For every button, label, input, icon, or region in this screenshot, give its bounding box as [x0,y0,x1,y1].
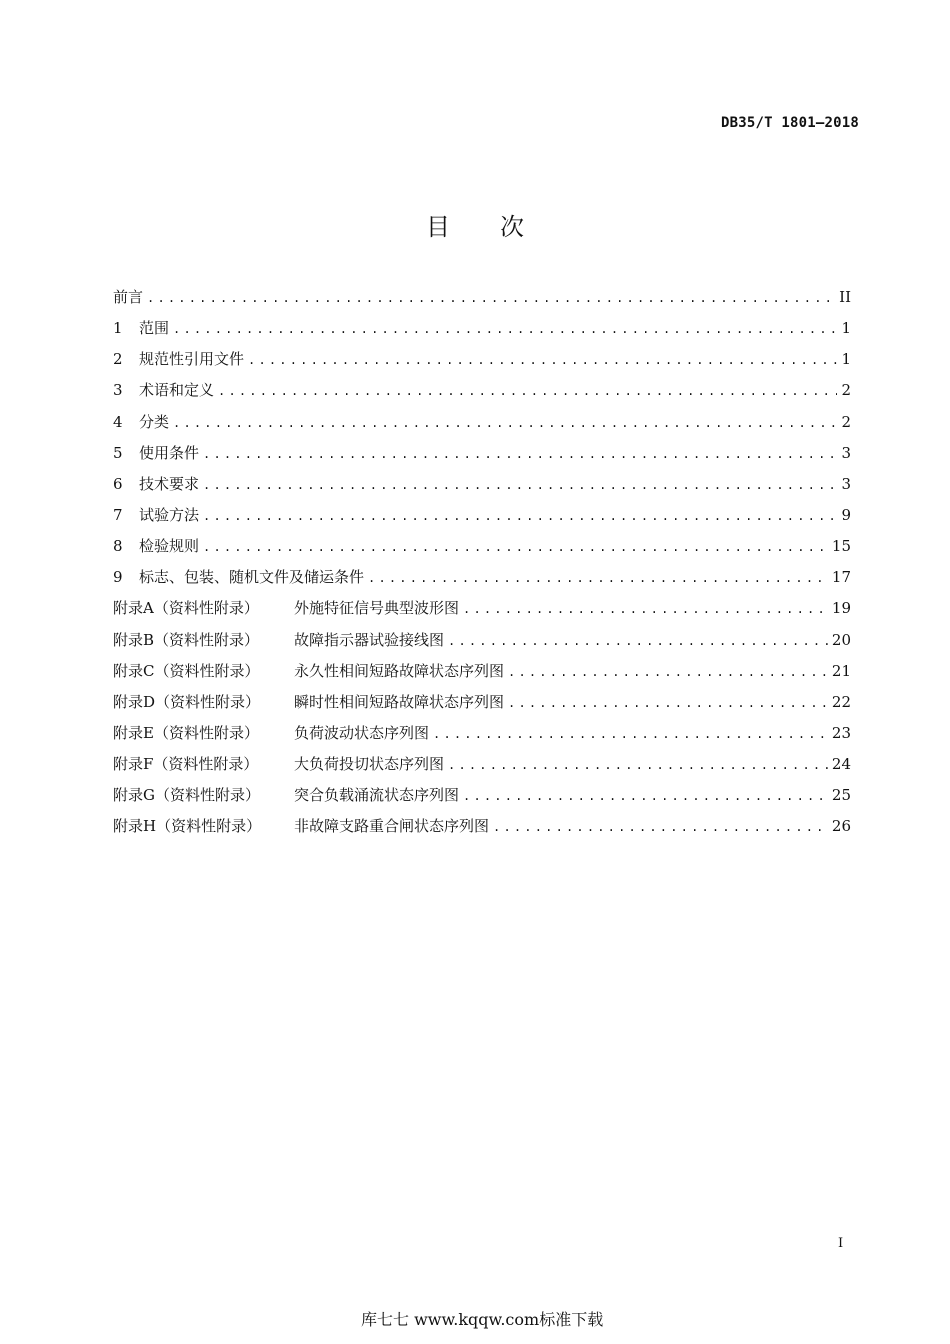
dot-leader [493,820,828,834]
toc-label: 前言 [113,288,144,306]
toc-label: 检验规则 [139,537,200,556]
toc-appendix-item[interactable] [113,784,851,815]
toc-page: 21 [831,661,851,680]
dot-leader [203,509,837,523]
toc-item[interactable] [113,411,851,442]
toc-item[interactable] [113,317,851,348]
toc-label: 术语和定义 [139,381,215,400]
toc-appendix-item[interactable] [113,815,851,846]
toc-item-foreword[interactable] [113,286,851,317]
toc-label: 外施特征信号典型波形图 [294,599,460,618]
appendix-prefix: 附录F（资料性附录） [113,755,259,774]
toc-label: 标志、包装、随机文件及储运条件 [139,568,365,587]
toc-label: 故障指示器试验接线图 [294,630,445,649]
dot-leader [463,602,828,616]
toc-label: 负荷波动状态序列图 [294,723,430,742]
toc-page: 3 [841,474,851,493]
footer-watermark: 库七七 www.kqqw.com标准下载 [361,1310,604,1329]
dot-leader [173,322,837,336]
toc-number: 9 [113,568,123,587]
dot-leader [463,789,828,803]
toc-label: 范围 [139,319,170,338]
toc-page: 15 [831,537,851,556]
toc-page: 24 [831,755,851,774]
toc-page: 19 [831,599,851,618]
appendix-prefix: 附录D（资料性附录） [113,692,261,711]
toc-page: 2 [841,381,851,400]
toc-page: 3 [841,443,851,462]
toc-appendix-item[interactable] [113,722,851,753]
toc-appendix-item[interactable] [113,691,851,722]
toc-label: 试验方法 [139,505,200,524]
dot-leader [368,571,828,585]
toc-page: 17 [831,568,851,587]
dot-leader [508,665,828,679]
toc-page: 20 [831,630,851,649]
dot-leader [448,634,828,648]
toc-page: 1 [841,319,851,338]
toc-page: 26 [831,817,851,836]
toc-page: 25 [831,786,851,805]
toc-number: 5 [113,443,123,462]
toc-number: 2 [113,350,123,369]
toc-appendix-item[interactable] [113,629,851,660]
page-title: 目次 [426,213,574,241]
toc-item[interactable] [113,473,851,504]
toc-page: II [839,288,851,306]
toc-page: 1 [841,350,851,369]
dot-leader [147,291,835,305]
dot-leader [508,696,828,710]
toc-page: 23 [831,723,851,742]
toc-label: 分类 [139,412,170,431]
toc-number: 8 [113,537,123,556]
appendix-prefix: 附录B（资料性附录） [113,630,260,649]
toc-label: 技术要求 [139,474,200,493]
dot-leader [203,540,828,554]
toc-appendix-item[interactable] [113,660,851,691]
toc-number: 6 [113,474,123,493]
toc-item[interactable] [113,566,851,597]
appendix-prefix: 附录H（资料性附录） [113,817,262,836]
appendix-prefix: 附录E（资料性附录） [113,723,259,742]
toc-label: 大负荷投切状态序列图 [294,755,445,774]
toc-label: 规范性引用文件 [139,350,245,369]
toc-number: 7 [113,505,123,524]
toc-appendix-item[interactable] [113,753,851,784]
appendix-prefix: 附录A（资料性附录） [113,599,259,618]
dot-leader [248,353,837,367]
appendix-prefix: 附录C（资料性附录） [113,661,260,680]
toc-label: 非故障支路重合闸状态序列图 [294,817,490,836]
toc-label: 永久性相间短路故障状态序列图 [294,661,505,680]
dot-leader [218,384,837,398]
toc-label: 使用条件 [139,443,200,462]
toc-item[interactable] [113,535,851,566]
toc-number: 1 [113,319,123,338]
dot-leader [433,727,828,741]
toc-page: 22 [831,692,851,711]
toc-number: 3 [113,381,123,400]
toc-appendix-item[interactable] [113,597,851,628]
toc-item[interactable] [113,504,851,535]
toc-page: 9 [841,505,851,524]
standard-code: DB35/T 1801—2018 [720,115,859,131]
dot-leader [203,478,837,492]
page-number: I [838,1236,844,1251]
toc-page: 2 [841,412,851,431]
toc-label: 瞬时性相间短路故障状态序列图 [294,692,505,711]
dot-leader [173,416,837,430]
appendix-prefix: 附录G（资料性附录） [113,786,260,805]
toc-item[interactable] [113,442,851,473]
dot-leader [448,758,828,772]
dot-leader [203,447,837,461]
toc-item[interactable] [113,379,851,410]
toc-item[interactable] [113,348,851,379]
toc-number: 4 [113,412,123,431]
toc-label: 突合负载涌流状态序列图 [294,786,460,805]
table-of-contents [113,286,851,847]
